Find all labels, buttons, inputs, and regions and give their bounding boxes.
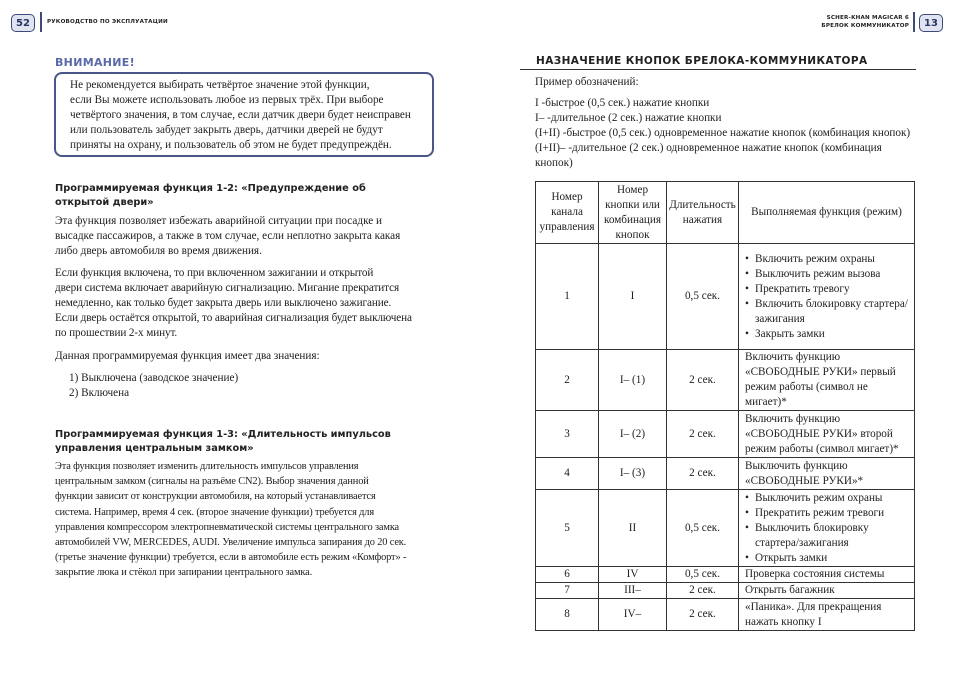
table-row [536, 599, 915, 631]
text-line: Эта функция позволяет избежать аварийной ситуации при посадке и [55, 215, 382, 227]
section2-title [55, 428, 435, 456]
table-row [536, 583, 915, 599]
cell-function: Проверка состояния системы [739, 567, 915, 583]
cell-button: II [599, 490, 667, 567]
warning-line: или пользователь забудет закрыть дверь, датчики дверей не будут [70, 124, 383, 136]
cell-duration: 0,5 сек. [667, 490, 739, 567]
section1-title-line: Программируемая функция 1-2: «Предупреждение об [55, 183, 366, 194]
table-row [536, 567, 915, 583]
cell-function [739, 490, 915, 567]
left-header-divider [40, 12, 42, 32]
header-duration: Длительность нажатия [667, 182, 739, 244]
warning-line: четвёртого значения, в том случае, если датчик двери будет неисправен [70, 109, 411, 121]
section2-title-line: управления центральным замком» [55, 443, 254, 454]
cell-function: Включить функцию «СВОБОДНЫЕ РУКИ» первый режим работы (символ не мигает)* [739, 350, 915, 411]
left-page-number: 52 [11, 14, 35, 32]
text-line: по прошествии 2-х минут. [55, 327, 178, 339]
legend-line: (I+II) -быстрое (0,5 сек.) одновременное нажатие кнопок (комбинация кнопок) [535, 127, 911, 139]
left-header-title: РУКОВОДСТВО ПО ЭКСПЛУАТАЦИИ [47, 19, 168, 25]
table-header-row [536, 182, 915, 244]
function-item: • Выключить режим вызова [745, 267, 908, 282]
text-line: немедленно, как только будет закрыта дверь или выключено зажигание. [55, 297, 392, 309]
legend-line: кнопок) [535, 157, 573, 169]
cell-button: I– (2) [599, 411, 667, 458]
header-channel: Номер канала управления [536, 182, 599, 244]
text-line: Если дверь остаётся открытой, то аварийная сигнализация будет выключена [55, 312, 412, 324]
section1-values [69, 371, 449, 401]
section1-paragraph-2 [55, 266, 435, 341]
cell-function: Выключить функцию «СВОБОДНЫЕ РУКИ»* [739, 458, 915, 490]
right-header-title-2: БРЕЛОК КОММУНИКАТОР [821, 23, 909, 29]
cell-channel: 3 [536, 411, 599, 458]
cell-channel: 2 [536, 350, 599, 411]
warning-box [54, 72, 434, 157]
cell-button: III– [599, 583, 667, 599]
right-page-number: 13 [919, 14, 943, 32]
text-line: Эта функция позволяет изменить длительность импульсов управления [55, 461, 359, 472]
text-line: либо дверь автомобиля во время движения. [55, 245, 262, 257]
cell-channel: 8 [536, 599, 599, 631]
cell-button: I [599, 244, 667, 350]
right-header-divider [913, 12, 915, 32]
cell-channel: 6 [536, 567, 599, 583]
right-header-title-1: SCHER-KHAN MAGICAR 6 [826, 15, 909, 21]
legend-line: I -быстрое (0,5 сек.) нажатие кнопки [535, 97, 710, 109]
text-line: (третье значение функции) требуется, если в автомобиле есть режим «Комфорт» - [55, 552, 407, 564]
function-item: • Включить блокировку стартера/зажигания [745, 297, 908, 327]
cell-duration: 0,5 сек. [667, 244, 739, 350]
right-section-title: НАЗНАЧЕНИЕ КНОПОК БРЕЛОКА-КОММУНИКАТОРА [536, 55, 868, 67]
section1-paragraph-3: Данная программируемая функция имеет два значения: [55, 350, 320, 362]
buttons-table [535, 181, 915, 631]
function-item: • Открыть замки [745, 551, 908, 566]
cell-channel: 1 [536, 244, 599, 350]
warning-line: Не рекомендуется выбирать четвёртое значение этой функции, [70, 79, 370, 91]
function-item: • Выключить блокировку стартера/зажигания [745, 521, 908, 551]
cell-channel: 7 [536, 583, 599, 599]
warning-title: ВНИМАНИЕ! [55, 56, 135, 69]
function-item: • Выключить режим охраны [745, 491, 908, 506]
cell-function: «Паника». Для прекращения нажать кнопку I [739, 599, 915, 631]
legend-line: (I+II)– -длительное (2 сек.) одновременное нажатие кнопок (комбинация [535, 142, 882, 154]
text-line: функции зависит от конструкции автомобиля, на который устанавливается [55, 491, 376, 503]
function-item: • Закрыть замки [745, 327, 908, 342]
cell-duration: 2 сек. [667, 458, 739, 490]
section2-paragraph [55, 459, 440, 581]
text-line: управления компрессором электропневматической системы центрального замка [55, 521, 400, 533]
cell-button: I– (1) [599, 350, 667, 411]
function-item: • Прекратить режим тревоги [745, 506, 908, 521]
title-underline [520, 69, 916, 70]
legend-line: I– -длительное (2 сек.) нажатие кнопки [535, 112, 722, 124]
section1-title-line: открытой двери» [55, 197, 154, 208]
cell-function [739, 244, 915, 350]
cell-button: IV– [599, 599, 667, 631]
table-row [536, 350, 915, 411]
cell-duration: 2 сек. [667, 599, 739, 631]
cell-button: IV [599, 567, 667, 583]
table-row [536, 244, 915, 350]
cell-channel: 5 [536, 490, 599, 567]
value-item: 1) Выключена (заводское значение) [69, 372, 239, 384]
cell-duration: 2 сек. [667, 350, 739, 411]
section2-title-line: Программируемая функция 1-3: «Длительность импульсов [55, 429, 391, 440]
text-line: закрытие люка и стёкол при запирании центрального замка. [55, 567, 313, 579]
text-line: автомобилей VW, MERCEDES, AUDI. Увеличение импульса запирания до 20 сек. [55, 537, 407, 549]
text-line: высадке пассажиров, а также в том случае, если неплотно закрыта какая [55, 230, 401, 242]
warning-line: приняты на охрану, и пользователь об этом не будет предупреждён. [70, 139, 392, 151]
function-item: • Включить режим охраны [745, 252, 908, 267]
warning-line: если Вы можете использовать любое из первых трёх. При выборе [70, 94, 384, 106]
table-row [536, 490, 915, 567]
section1-paragraph-1 [55, 214, 435, 259]
table-row [536, 411, 915, 458]
cell-function: Включить функцию «СВОБОДНЫЕ РУКИ» второй режим работы (символ мигает)* [739, 411, 915, 458]
cell-channel: 4 [536, 458, 599, 490]
cell-duration: 0,5 сек. [667, 567, 739, 583]
text-line: Если функция включена, то при включенном зажигании и открытой [55, 267, 374, 279]
header-function: Выполняемая функция (режим) [739, 182, 915, 244]
legend-intro: Пример обозначений: [535, 76, 639, 88]
text-line: центральным замком (сигналы на разъёме CN2). Выбор значения данной [55, 476, 369, 488]
cell-duration: 2 сек. [667, 411, 739, 458]
value-item: 2) Включена [69, 387, 130, 399]
cell-duration: 2 сек. [667, 583, 739, 599]
section1-title [55, 182, 435, 210]
cell-function: Открыть багажник [739, 583, 915, 599]
cell-button: I– (3) [599, 458, 667, 490]
table-row [536, 458, 915, 490]
text-line: система. Например, время 4 сек. (второе значение функции) требуется для [55, 506, 374, 518]
text-line: двери система включает аварийную сигнализацию. Мигание прекратится [55, 282, 399, 294]
header-button: Номер кнопки или комбинация кнопок [599, 182, 667, 244]
legend [535, 96, 910, 171]
function-item: • Прекратить тревогу [745, 282, 908, 297]
